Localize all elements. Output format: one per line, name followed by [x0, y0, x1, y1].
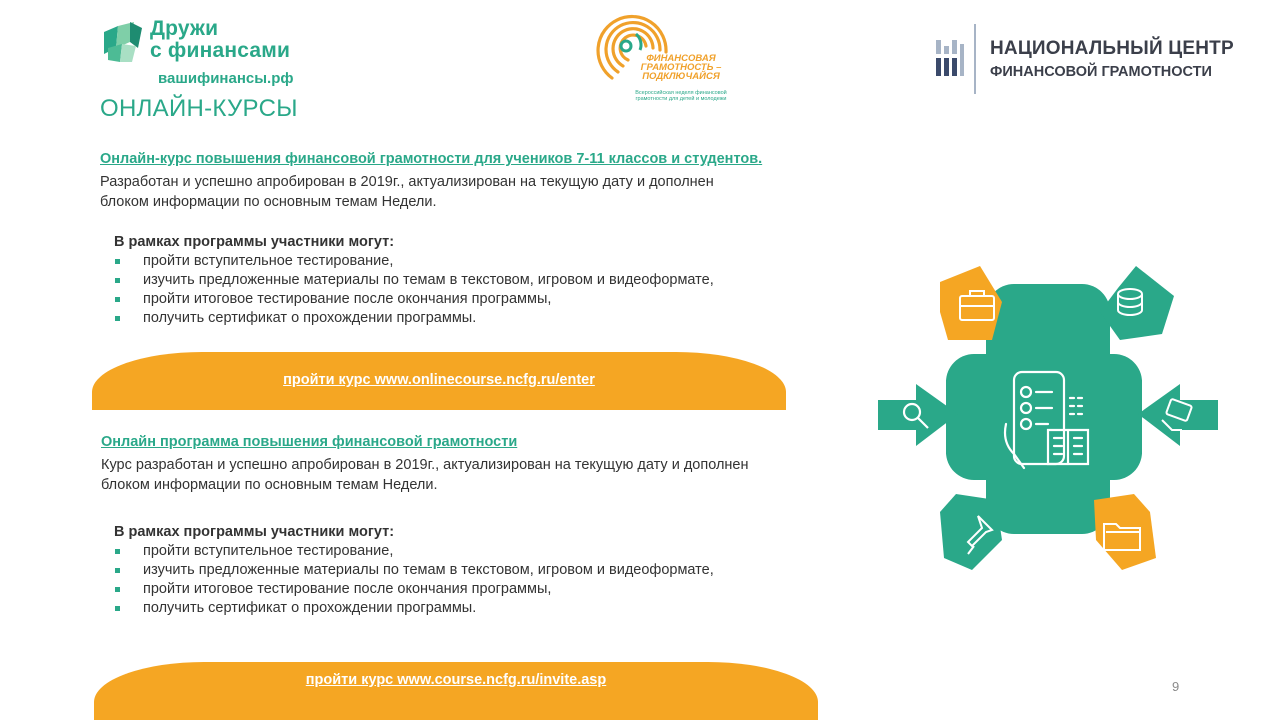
course-2-can-title: В рамках программы участники могут: [114, 524, 395, 540]
folder-arrow [1094, 494, 1156, 570]
list-item: изучить предложенные материалы по темам в текстовом, игровом и видеоформате, [114, 271, 714, 290]
ncfg-logo-line1: НАЦИОНАЛЬНЫЙ ЦЕНТР [990, 38, 1234, 59]
page-title: ОНЛАЙН-КУРСЫ [100, 95, 298, 122]
bullet-square-icon [115, 278, 120, 283]
druzhi-logo-name: Дружи с финансами [150, 17, 291, 62]
list-item: пройти итоговое тестирование после окончания программы, [114, 290, 714, 309]
course-1-title-link[interactable]: Онлайн-курс повышения финансовой грамотности для учеников 7-11 классов и студентов. [100, 151, 763, 167]
fg-logo-subtitle: Всероссийская неделя финансовой грамотности для детей и молодежи [635, 90, 727, 102]
coins-arrow [1100, 266, 1174, 340]
course-2-cta-banner[interactable] [94, 662, 818, 720]
druzhi-logo-mark-icon [100, 18, 144, 64]
course-2-cta-link[interactable]: пройти курс www.course.ncfg.ru/invite.asp [305, 672, 607, 688]
course-2-title-link[interactable]: Онлайн программа повышения финансовой грамотности [101, 434, 518, 450]
list-item: пройти вступительное тестирование, [114, 252, 714, 271]
financial-literacy-week-logo [590, 8, 750, 106]
bullet-square-icon [115, 549, 120, 554]
course-2-description: Курс разработан и успешно апробирован в 2019г., актуализирован на текущую дату и дополнен блоком информации по основным темам Недели. [101, 457, 749, 493]
bullet-square-icon [115, 259, 120, 264]
ncfg-bars-icon [936, 40, 966, 80]
list-item: пройти итоговое тестирование после окончания программы, [114, 580, 714, 599]
course-2-bullet-list [114, 542, 714, 618]
course-1-cta-link[interactable]: пройти курс www.onlinecourse.ncfg.ru/enter [283, 372, 595, 388]
online-learning-illustration [874, 262, 1222, 572]
course-1-can-title: В рамках программы участники могут: [114, 234, 395, 250]
druzhi-logo-site: вашифинансы.рф [158, 70, 294, 87]
ncfg-logo-divider [974, 24, 976, 94]
briefcase-arrow [940, 266, 1002, 340]
bullet-square-icon [115, 568, 120, 573]
hand-card-arrow [1138, 384, 1218, 446]
list-item: получить сертификат о прохождении программы. [114, 599, 714, 618]
bullet-square-icon [115, 316, 120, 321]
ncfg-logo [934, 24, 1264, 96]
list-item: получить сертификат о прохождении программы. [114, 309, 714, 328]
pin-arrow [940, 494, 1002, 570]
list-item: изучить предложенные материалы по темам в текстовом, игровом и видеоформате, [114, 561, 714, 580]
course-1-description: Разработан и успешно апробирован в 2019г., актуализирован на текущую дату и дополнен блоком информации по основным темам Недели. [100, 174, 714, 210]
course-1-bullet-list [114, 252, 714, 328]
bullet-square-icon [115, 297, 120, 302]
course-1-cta-banner[interactable] [92, 352, 786, 410]
page-number: 9 [1172, 679, 1180, 694]
ncfg-logo-line2: ФИНАНСОВОЙ ГРАМОТНОСТИ [990, 64, 1212, 80]
bullet-square-icon [115, 606, 120, 611]
fg-logo-tagline: ФИНАНСОВАЯ ГРАМОТНОСТЬ – ПОДКЛЮЧАЙСЯ [640, 53, 722, 82]
druzhi-s-finansami-logo [100, 14, 330, 94]
bullet-square-icon [115, 587, 120, 592]
list-item: пройти вступительное тестирование, [114, 542, 714, 561]
